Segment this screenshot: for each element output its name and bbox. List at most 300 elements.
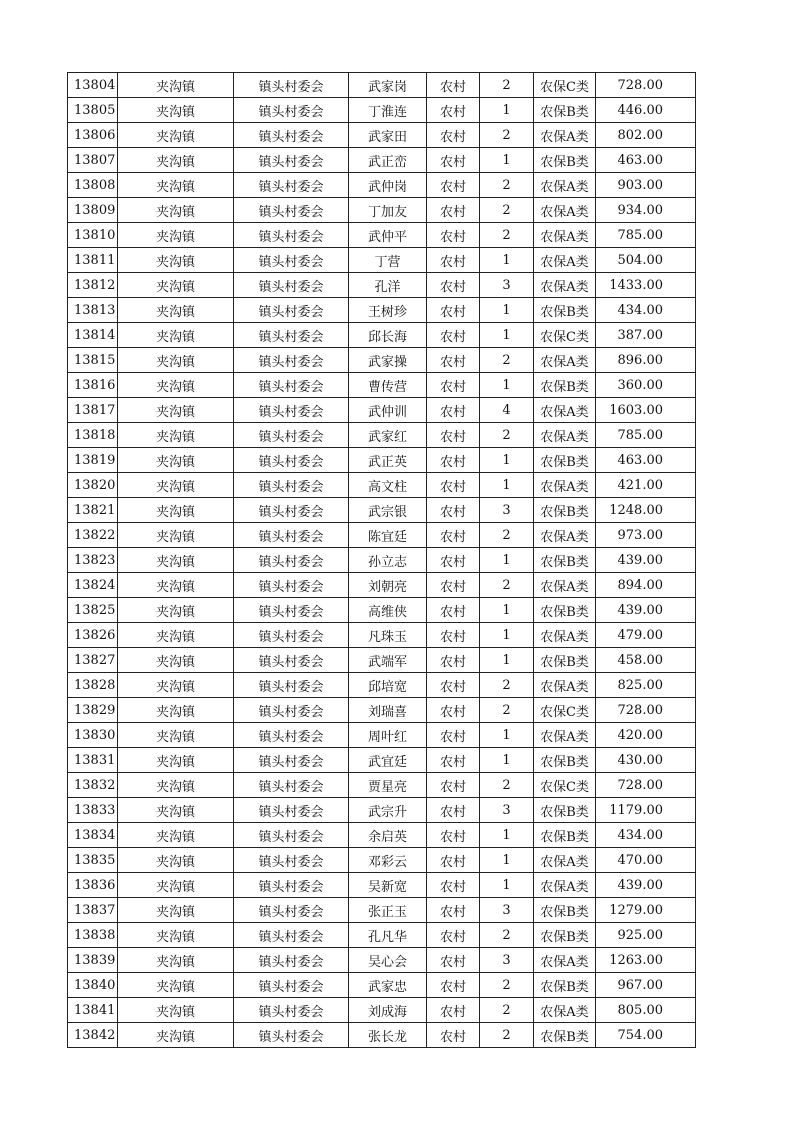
amount-cell: 420.00 xyxy=(596,723,696,748)
amount-cell: 421.00 xyxy=(596,473,696,498)
area-type-cell: 农村 xyxy=(427,323,480,348)
record-id-cell: 13811 xyxy=(68,248,118,273)
household-size-cell: 1 xyxy=(480,598,534,623)
table-row xyxy=(68,198,696,223)
town-cell: 夹沟镇 xyxy=(118,273,234,298)
area-type-cell: 农村 xyxy=(427,73,480,98)
table-row xyxy=(68,348,696,373)
village-committee-cell: 镇头村委会 xyxy=(234,673,349,698)
household-size-cell: 1 xyxy=(480,823,534,848)
household-size-cell: 3 xyxy=(480,948,534,973)
name-cell: 周叶红 xyxy=(349,723,427,748)
town-cell: 夹沟镇 xyxy=(118,773,234,798)
village-committee-cell: 镇头村委会 xyxy=(234,98,349,123)
table-row xyxy=(68,923,696,948)
record-id-cell: 13818 xyxy=(68,423,118,448)
amount-cell: 439.00 xyxy=(596,548,696,573)
area-type-cell: 农村 xyxy=(427,348,480,373)
table-row xyxy=(68,998,696,1023)
category-cell: 农保A类 xyxy=(534,173,596,198)
table-row xyxy=(68,723,696,748)
area-type-cell: 农村 xyxy=(427,523,480,548)
household-size-cell: 2 xyxy=(480,223,534,248)
village-committee-cell: 镇头村委会 xyxy=(234,498,349,523)
town-cell: 夹沟镇 xyxy=(118,148,234,173)
village-committee-cell: 镇头村委会 xyxy=(234,273,349,298)
amount-cell: 805.00 xyxy=(596,998,696,1023)
area-type-cell: 农村 xyxy=(427,298,480,323)
town-cell: 夹沟镇 xyxy=(118,598,234,623)
record-id-cell: 13826 xyxy=(68,623,118,648)
category-cell: 农保B类 xyxy=(534,498,596,523)
town-cell: 夹沟镇 xyxy=(118,198,234,223)
name-cell: 丁营 xyxy=(349,248,427,273)
name-cell: 凡珠玉 xyxy=(349,623,427,648)
name-cell: 武宜廷 xyxy=(349,748,427,773)
area-type-cell: 农村 xyxy=(427,773,480,798)
record-id-cell: 13824 xyxy=(68,573,118,598)
household-size-cell: 2 xyxy=(480,923,534,948)
category-cell: 农保A类 xyxy=(534,248,596,273)
area-type-cell: 农村 xyxy=(427,648,480,673)
category-cell: 农保A类 xyxy=(534,398,596,423)
amount-cell: 967.00 xyxy=(596,973,696,998)
area-type-cell: 农村 xyxy=(427,748,480,773)
area-type-cell: 农村 xyxy=(427,148,480,173)
household-size-cell: 1 xyxy=(480,98,534,123)
amount-cell: 479.00 xyxy=(596,623,696,648)
town-cell: 夹沟镇 xyxy=(118,548,234,573)
table-row xyxy=(68,1023,696,1048)
village-committee-cell: 镇头村委会 xyxy=(234,573,349,598)
household-size-cell: 1 xyxy=(480,648,534,673)
record-id-cell: 13814 xyxy=(68,323,118,348)
town-cell: 夹沟镇 xyxy=(118,173,234,198)
town-cell: 夹沟镇 xyxy=(118,473,234,498)
household-size-cell: 1 xyxy=(480,248,534,273)
household-size-cell: 3 xyxy=(480,273,534,298)
table-row xyxy=(68,823,696,848)
village-committee-cell: 镇头村委会 xyxy=(234,973,349,998)
record-id-cell: 13823 xyxy=(68,548,118,573)
area-type-cell: 农村 xyxy=(427,598,480,623)
village-committee-cell: 镇头村委会 xyxy=(234,523,349,548)
amount-cell: 360.00 xyxy=(596,373,696,398)
town-cell: 夹沟镇 xyxy=(118,223,234,248)
household-size-cell: 1 xyxy=(480,623,534,648)
village-committee-cell: 镇头村委会 xyxy=(234,348,349,373)
record-id-cell: 13806 xyxy=(68,123,118,148)
name-cell: 武家岗 xyxy=(349,73,427,98)
category-cell: 农保A类 xyxy=(534,523,596,548)
town-cell: 夹沟镇 xyxy=(118,323,234,348)
amount-cell: 439.00 xyxy=(596,598,696,623)
category-cell: 农保C类 xyxy=(534,773,596,798)
name-cell: 孙立志 xyxy=(349,548,427,573)
table-row xyxy=(68,173,696,198)
name-cell: 武宗银 xyxy=(349,498,427,523)
area-type-cell: 农村 xyxy=(427,248,480,273)
household-size-cell: 2 xyxy=(480,573,534,598)
category-cell: 农保B类 xyxy=(534,898,596,923)
town-cell: 夹沟镇 xyxy=(118,1023,234,1048)
table-row xyxy=(68,148,696,173)
household-size-cell: 1 xyxy=(480,148,534,173)
household-size-cell: 2 xyxy=(480,998,534,1023)
record-id-cell: 13805 xyxy=(68,98,118,123)
household-size-cell: 1 xyxy=(480,723,534,748)
area-type-cell: 农村 xyxy=(427,923,480,948)
table-row xyxy=(68,398,696,423)
village-committee-cell: 镇头村委会 xyxy=(234,748,349,773)
record-id-cell: 13821 xyxy=(68,498,118,523)
amount-cell: 925.00 xyxy=(596,923,696,948)
village-committee-cell: 镇头村委会 xyxy=(234,223,349,248)
household-size-cell: 1 xyxy=(480,323,534,348)
town-cell: 夹沟镇 xyxy=(118,673,234,698)
household-size-cell: 3 xyxy=(480,898,534,923)
name-cell: 邱培宽 xyxy=(349,673,427,698)
household-size-cell: 1 xyxy=(480,298,534,323)
table-body xyxy=(68,73,696,1048)
amount-cell: 470.00 xyxy=(596,848,696,873)
household-size-cell: 1 xyxy=(480,448,534,473)
village-committee-cell: 镇头村委会 xyxy=(234,323,349,348)
household-size-cell: 1 xyxy=(480,748,534,773)
household-size-cell: 2 xyxy=(480,1023,534,1048)
category-cell: 农保A类 xyxy=(534,348,596,373)
table-row xyxy=(68,498,696,523)
household-size-cell: 2 xyxy=(480,698,534,723)
record-id-cell: 13808 xyxy=(68,173,118,198)
household-size-cell: 1 xyxy=(480,373,534,398)
village-committee-cell: 镇头村委会 xyxy=(234,923,349,948)
category-cell: 农保B类 xyxy=(534,298,596,323)
category-cell: 农保A类 xyxy=(534,123,596,148)
table-row xyxy=(68,248,696,273)
category-cell: 农保A类 xyxy=(534,473,596,498)
village-committee-cell: 镇头村委会 xyxy=(234,873,349,898)
area-type-cell: 农村 xyxy=(427,623,480,648)
area-type-cell: 农村 xyxy=(427,948,480,973)
amount-cell: 785.00 xyxy=(596,223,696,248)
household-size-cell: 2 xyxy=(480,198,534,223)
category-cell: 农保A类 xyxy=(534,873,596,898)
name-cell: 刘瑞喜 xyxy=(349,698,427,723)
record-id-cell: 13810 xyxy=(68,223,118,248)
table-row xyxy=(68,598,696,623)
village-committee-cell: 镇头村委会 xyxy=(234,773,349,798)
village-committee-cell: 镇头村委会 xyxy=(234,998,349,1023)
household-size-cell: 2 xyxy=(480,673,534,698)
area-type-cell: 农村 xyxy=(427,998,480,1023)
area-type-cell: 农村 xyxy=(427,1023,480,1048)
area-type-cell: 农村 xyxy=(427,223,480,248)
record-id-cell: 13839 xyxy=(68,948,118,973)
table-row xyxy=(68,523,696,548)
category-cell: 农保A类 xyxy=(534,723,596,748)
name-cell: 高文柱 xyxy=(349,473,427,498)
category-cell: 农保B类 xyxy=(534,598,596,623)
village-committee-cell: 镇头村委会 xyxy=(234,73,349,98)
table-row xyxy=(68,448,696,473)
town-cell: 夹沟镇 xyxy=(118,123,234,148)
household-size-cell: 3 xyxy=(480,798,534,823)
record-id-cell: 13804 xyxy=(68,73,118,98)
record-id-cell: 13816 xyxy=(68,373,118,398)
category-cell: 农保B类 xyxy=(534,98,596,123)
record-id-cell: 13841 xyxy=(68,998,118,1023)
record-id-cell: 13819 xyxy=(68,448,118,473)
category-cell: 农保B类 xyxy=(534,798,596,823)
amount-cell: 446.00 xyxy=(596,98,696,123)
area-type-cell: 农村 xyxy=(427,423,480,448)
table-row xyxy=(68,273,696,298)
area-type-cell: 农村 xyxy=(427,98,480,123)
name-cell: 武家红 xyxy=(349,423,427,448)
amount-cell: 1433.00 xyxy=(596,273,696,298)
amount-cell: 1603.00 xyxy=(596,398,696,423)
name-cell: 武仲平 xyxy=(349,223,427,248)
village-committee-cell: 镇头村委会 xyxy=(234,848,349,873)
amount-cell: 896.00 xyxy=(596,348,696,373)
village-committee-cell: 镇头村委会 xyxy=(234,423,349,448)
town-cell: 夹沟镇 xyxy=(118,723,234,748)
amount-cell: 934.00 xyxy=(596,198,696,223)
category-cell: 农保A类 xyxy=(534,423,596,448)
record-id-cell: 13833 xyxy=(68,798,118,823)
category-cell: 农保C类 xyxy=(534,323,596,348)
amount-cell: 825.00 xyxy=(596,673,696,698)
record-id-cell: 13815 xyxy=(68,348,118,373)
household-size-cell: 1 xyxy=(480,473,534,498)
table-row xyxy=(68,948,696,973)
table-row xyxy=(68,648,696,673)
town-cell: 夹沟镇 xyxy=(118,248,234,273)
category-cell: 农保A类 xyxy=(534,623,596,648)
amount-cell: 463.00 xyxy=(596,448,696,473)
table-row xyxy=(68,373,696,398)
area-type-cell: 农村 xyxy=(427,548,480,573)
area-type-cell: 农村 xyxy=(427,848,480,873)
name-cell: 武家田 xyxy=(349,123,427,148)
town-cell: 夹沟镇 xyxy=(118,448,234,473)
amount-cell: 973.00 xyxy=(596,523,696,548)
record-id-cell: 13834 xyxy=(68,823,118,848)
town-cell: 夹沟镇 xyxy=(118,973,234,998)
category-cell: 农保A类 xyxy=(534,848,596,873)
table-row xyxy=(68,898,696,923)
name-cell: 余启英 xyxy=(349,823,427,848)
table-row xyxy=(68,848,696,873)
area-type-cell: 农村 xyxy=(427,198,480,223)
household-size-cell: 1 xyxy=(480,873,534,898)
record-id-cell: 13827 xyxy=(68,648,118,673)
category-cell: 农保B类 xyxy=(534,823,596,848)
town-cell: 夹沟镇 xyxy=(118,648,234,673)
village-committee-cell: 镇头村委会 xyxy=(234,173,349,198)
name-cell: 曹传营 xyxy=(349,373,427,398)
record-id-cell: 13830 xyxy=(68,723,118,748)
village-committee-cell: 镇头村委会 xyxy=(234,148,349,173)
table-row xyxy=(68,123,696,148)
name-cell: 张长龙 xyxy=(349,1023,427,1048)
table-row xyxy=(68,748,696,773)
amount-cell: 1248.00 xyxy=(596,498,696,523)
category-cell: 农保B类 xyxy=(534,748,596,773)
household-size-cell: 4 xyxy=(480,398,534,423)
town-cell: 夹沟镇 xyxy=(118,748,234,773)
amount-cell: 1279.00 xyxy=(596,898,696,923)
table-row xyxy=(68,773,696,798)
category-cell: 农保A类 xyxy=(534,998,596,1023)
town-cell: 夹沟镇 xyxy=(118,823,234,848)
name-cell: 丁淮连 xyxy=(349,98,427,123)
amount-cell: 430.00 xyxy=(596,748,696,773)
name-cell: 武正峦 xyxy=(349,148,427,173)
category-cell: 农保A类 xyxy=(534,223,596,248)
category-cell: 农保A类 xyxy=(534,573,596,598)
category-cell: 农保A类 xyxy=(534,673,596,698)
name-cell: 陈宜廷 xyxy=(349,523,427,548)
name-cell: 武正英 xyxy=(349,448,427,473)
data-table xyxy=(67,72,696,1048)
town-cell: 夹沟镇 xyxy=(118,923,234,948)
household-size-cell: 2 xyxy=(480,123,534,148)
table-row xyxy=(68,223,696,248)
town-cell: 夹沟镇 xyxy=(118,798,234,823)
area-type-cell: 农村 xyxy=(427,898,480,923)
village-committee-cell: 镇头村委会 xyxy=(234,623,349,648)
record-id-cell: 13828 xyxy=(68,673,118,698)
area-type-cell: 农村 xyxy=(427,123,480,148)
town-cell: 夹沟镇 xyxy=(118,873,234,898)
amount-cell: 728.00 xyxy=(596,773,696,798)
name-cell: 张正玉 xyxy=(349,898,427,923)
area-type-cell: 农村 xyxy=(427,573,480,598)
household-size-cell: 2 xyxy=(480,423,534,448)
village-committee-cell: 镇头村委会 xyxy=(234,948,349,973)
amount-cell: 728.00 xyxy=(596,73,696,98)
area-type-cell: 农村 xyxy=(427,798,480,823)
town-cell: 夹沟镇 xyxy=(118,573,234,598)
table-row xyxy=(68,798,696,823)
village-committee-cell: 镇头村委会 xyxy=(234,398,349,423)
table-row xyxy=(68,698,696,723)
name-cell: 吴新宽 xyxy=(349,873,427,898)
name-cell: 武端军 xyxy=(349,648,427,673)
name-cell: 贾星亮 xyxy=(349,773,427,798)
town-cell: 夹沟镇 xyxy=(118,848,234,873)
amount-cell: 439.00 xyxy=(596,873,696,898)
area-type-cell: 农村 xyxy=(427,823,480,848)
town-cell: 夹沟镇 xyxy=(118,373,234,398)
village-committee-cell: 镇头村委会 xyxy=(234,648,349,673)
name-cell: 孔洋 xyxy=(349,273,427,298)
table-row xyxy=(68,323,696,348)
record-id-cell: 13829 xyxy=(68,698,118,723)
household-size-cell: 2 xyxy=(480,173,534,198)
record-id-cell: 13820 xyxy=(68,473,118,498)
amount-cell: 458.00 xyxy=(596,648,696,673)
amount-cell: 894.00 xyxy=(596,573,696,598)
name-cell: 邓彩云 xyxy=(349,848,427,873)
amount-cell: 1263.00 xyxy=(596,948,696,973)
household-size-cell: 2 xyxy=(480,973,534,998)
village-committee-cell: 镇头村委会 xyxy=(234,823,349,848)
name-cell: 武仲训 xyxy=(349,398,427,423)
village-committee-cell: 镇头村委会 xyxy=(234,1023,349,1048)
area-type-cell: 农村 xyxy=(427,973,480,998)
category-cell: 农保B类 xyxy=(534,648,596,673)
name-cell: 高维侠 xyxy=(349,598,427,623)
village-committee-cell: 镇头村委会 xyxy=(234,473,349,498)
category-cell: 农保C类 xyxy=(534,73,596,98)
table-row xyxy=(68,98,696,123)
amount-cell: 434.00 xyxy=(596,823,696,848)
table-row xyxy=(68,623,696,648)
area-type-cell: 农村 xyxy=(427,673,480,698)
record-id-cell: 13817 xyxy=(68,398,118,423)
table-row xyxy=(68,548,696,573)
town-cell: 夹沟镇 xyxy=(118,623,234,648)
town-cell: 夹沟镇 xyxy=(118,998,234,1023)
town-cell: 夹沟镇 xyxy=(118,98,234,123)
village-committee-cell: 镇头村委会 xyxy=(234,598,349,623)
record-id-cell: 13825 xyxy=(68,598,118,623)
area-type-cell: 农村 xyxy=(427,473,480,498)
area-type-cell: 农村 xyxy=(427,498,480,523)
table-row xyxy=(68,73,696,98)
table-row xyxy=(68,473,696,498)
category-cell: 农保B类 xyxy=(534,148,596,173)
category-cell: 农保B类 xyxy=(534,1023,596,1048)
record-id-cell: 13840 xyxy=(68,973,118,998)
record-id-cell: 13809 xyxy=(68,198,118,223)
village-committee-cell: 镇头村委会 xyxy=(234,723,349,748)
category-cell: 农保A类 xyxy=(534,198,596,223)
name-cell: 丁加友 xyxy=(349,198,427,223)
amount-cell: 504.00 xyxy=(596,248,696,273)
record-id-cell: 13822 xyxy=(68,523,118,548)
name-cell: 孔凡华 xyxy=(349,923,427,948)
town-cell: 夹沟镇 xyxy=(118,398,234,423)
table-row xyxy=(68,298,696,323)
name-cell: 刘成海 xyxy=(349,998,427,1023)
village-committee-cell: 镇头村委会 xyxy=(234,123,349,148)
area-type-cell: 农村 xyxy=(427,398,480,423)
amount-cell: 434.00 xyxy=(596,298,696,323)
household-size-cell: 1 xyxy=(480,848,534,873)
village-committee-cell: 镇头村委会 xyxy=(234,198,349,223)
amount-cell: 785.00 xyxy=(596,423,696,448)
area-type-cell: 农村 xyxy=(427,173,480,198)
category-cell: 农保B类 xyxy=(534,548,596,573)
table-row xyxy=(68,873,696,898)
village-committee-cell: 镇头村委会 xyxy=(234,298,349,323)
name-cell: 邱长海 xyxy=(349,323,427,348)
amount-cell: 728.00 xyxy=(596,698,696,723)
record-id-cell: 13832 xyxy=(68,773,118,798)
name-cell: 武家忠 xyxy=(349,973,427,998)
amount-cell: 1179.00 xyxy=(596,798,696,823)
village-committee-cell: 镇头村委会 xyxy=(234,248,349,273)
town-cell: 夹沟镇 xyxy=(118,498,234,523)
name-cell: 刘朝亮 xyxy=(349,573,427,598)
category-cell: 农保B类 xyxy=(534,448,596,473)
name-cell: 武家操 xyxy=(349,348,427,373)
table-row xyxy=(68,673,696,698)
